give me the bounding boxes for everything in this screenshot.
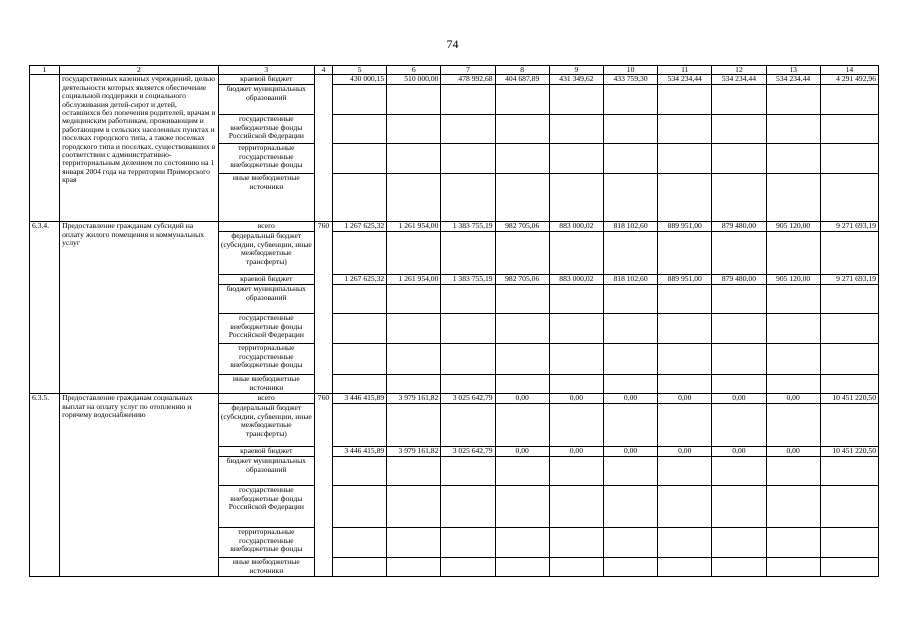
amount-cell: 478 992,68 (441, 75, 495, 85)
amount-cell (333, 404, 387, 447)
amount-cell (820, 457, 878, 486)
amount-cell (820, 375, 878, 394)
table-row (30, 394, 879, 404)
amount-cell (658, 528, 712, 558)
amount-cell: 0,00 (712, 447, 766, 457)
amount-cell (333, 144, 387, 174)
funding-source: федеральный бюджет (субсидии, субвенции, иные межбюджетные трансферты) (218, 232, 314, 275)
funding-source: бюджет муниципальных образований (218, 457, 314, 486)
amount-cell (441, 174, 495, 222)
amount-cell (441, 285, 495, 314)
amount-cell (549, 558, 603, 577)
amount-cell (549, 144, 603, 174)
amount-cell (820, 344, 878, 375)
amount-cell (712, 486, 766, 528)
amount-cell (766, 115, 820, 144)
amount-cell: 905 120,00 (766, 222, 820, 232)
item-number: 6.3.5. (30, 394, 60, 577)
amount-cell (387, 314, 441, 344)
amount-cell (658, 232, 712, 275)
amount-cell (766, 314, 820, 344)
amount-cell: 0,00 (603, 394, 657, 404)
amount-cell (766, 174, 820, 222)
amount-cell: 879 480,00 (712, 275, 766, 285)
amount-cell (658, 85, 712, 115)
amount-cell (712, 285, 766, 314)
amount-cell: 0,00 (495, 394, 549, 404)
amount-cell: 3 025 642,79 (441, 394, 495, 404)
amount-cell (658, 404, 712, 447)
amount-cell (712, 85, 766, 115)
amount-cell (495, 375, 549, 394)
amount-cell (495, 314, 549, 344)
funding-source: территориальные государственные внебюджетные фонды (218, 344, 314, 375)
amount-cell (333, 314, 387, 344)
amount-cell (603, 174, 657, 222)
amount-cell (712, 558, 766, 577)
funding-source: бюджет муниципальных образований (218, 85, 314, 115)
amount-cell (441, 115, 495, 144)
amount-cell (603, 457, 657, 486)
amount-cell: 9 271 693,19 (820, 222, 878, 232)
amount-cell (820, 314, 878, 344)
column-number: 1 (30, 66, 60, 75)
amount-cell (549, 486, 603, 528)
amount-cell (766, 404, 820, 447)
amount-cell (766, 486, 820, 528)
column-number-row (30, 66, 879, 75)
amount-cell (766, 528, 820, 558)
table-row (30, 75, 879, 85)
amount-cell (712, 144, 766, 174)
amount-cell: 10 451 220,50 (820, 394, 878, 404)
amount-cell (712, 457, 766, 486)
amount-cell: 430 000,15 (333, 75, 387, 85)
column-number: 10 (603, 66, 657, 75)
amount-cell (441, 486, 495, 528)
amount-cell (712, 232, 766, 275)
amount-cell: 0,00 (603, 447, 657, 457)
amount-cell (333, 457, 387, 486)
amount-cell (820, 85, 878, 115)
amount-cell (712, 375, 766, 394)
amount-cell: 982 705,06 (495, 275, 549, 285)
amount-cell (333, 375, 387, 394)
amount-cell: 889 951,00 (658, 275, 712, 285)
budget-table (29, 65, 879, 577)
column-number: 14 (820, 66, 878, 75)
column-number: 5 (333, 66, 387, 75)
funding-source: краевой бюджет (218, 75, 314, 85)
amount-cell (495, 344, 549, 375)
admin-code: 760 (314, 222, 332, 394)
amount-cell: 1 267 625,32 (333, 275, 387, 285)
table-body (30, 66, 879, 577)
amount-cell (387, 232, 441, 275)
amount-cell: 431 349,62 (549, 75, 603, 85)
amount-cell: 10 451 220,50 (820, 447, 878, 457)
funding-source: всего (218, 394, 314, 404)
amount-cell (387, 486, 441, 528)
amount-cell (495, 285, 549, 314)
amount-cell (658, 457, 712, 486)
amount-cell (766, 457, 820, 486)
amount-cell (387, 344, 441, 375)
amount-cell (820, 174, 878, 222)
amount-cell (441, 344, 495, 375)
amount-cell (333, 85, 387, 115)
amount-cell (603, 558, 657, 577)
amount-cell (441, 558, 495, 577)
amount-cell (495, 144, 549, 174)
funding-source: краевой бюджет (218, 275, 314, 285)
amount-cell (820, 528, 878, 558)
amount-cell (712, 314, 766, 344)
amount-cell: 0,00 (658, 394, 712, 404)
item-name: Предоставление гражданам социальных выплат на оплату услуг по отоплению и горячему водоснабжению (60, 394, 219, 577)
amount-cell (441, 528, 495, 558)
amount-cell (820, 404, 878, 447)
amount-cell (441, 457, 495, 486)
amount-cell (658, 285, 712, 314)
item-number (30, 75, 60, 222)
column-number: 8 (495, 66, 549, 75)
amount-cell: 0,00 (658, 447, 712, 457)
amount-cell (387, 144, 441, 174)
amount-cell: 883 000,02 (549, 275, 603, 285)
amount-cell (495, 232, 549, 275)
amount-cell (658, 314, 712, 344)
amount-cell (333, 174, 387, 222)
amount-cell (712, 115, 766, 144)
amount-cell (333, 558, 387, 577)
amount-cell (333, 344, 387, 375)
amount-cell (549, 457, 603, 486)
amount-cell (387, 528, 441, 558)
amount-cell (387, 174, 441, 222)
amount-cell (387, 115, 441, 144)
amount-cell: 0,00 (549, 447, 603, 457)
amount-cell (495, 528, 549, 558)
amount-cell (766, 285, 820, 314)
item-name: государственных казенных учреждений, целью деятельности которых является обеспечение социальной поддержки и социального обслуживания детей-сирот и детей, оставшихся без попечения родителей, врачам и медицинским работникам, проживающим и работающим в сельских населенных пунктах и поселках городского типа, а также поселках городского типа и поселках, существовавших в соответствии с административно-территориальным делением по состоянию на 1 января 2004 года на территории Приморского края (60, 75, 219, 222)
amount-cell: 818 102,60 (603, 275, 657, 285)
funding-source: всего (218, 222, 314, 232)
amount-cell (603, 115, 657, 144)
amount-cell (658, 344, 712, 375)
amount-cell: 4 291 492,96 (820, 75, 878, 85)
amount-cell: 9 271 693,19 (820, 275, 878, 285)
amount-cell (712, 404, 766, 447)
column-number: 3 (218, 66, 314, 75)
column-number: 13 (766, 66, 820, 75)
amount-cell (712, 528, 766, 558)
funding-source: федеральный бюджет (субсидии, субвенции, иные межбюджетные трансферты) (218, 404, 314, 447)
amount-cell: 510 000,00 (387, 75, 441, 85)
amount-cell: 905 120,00 (766, 275, 820, 285)
amount-cell: 0,00 (712, 394, 766, 404)
funding-source: краевой бюджет (218, 447, 314, 457)
amount-cell: 3 446 415,89 (333, 394, 387, 404)
amount-cell: 879 480,00 (712, 222, 766, 232)
amount-cell (495, 174, 549, 222)
amount-cell: 982 705,06 (495, 222, 549, 232)
amount-cell (333, 115, 387, 144)
amount-cell (766, 558, 820, 577)
amount-cell (549, 375, 603, 394)
amount-cell: 1 261 954,00 (387, 222, 441, 232)
amount-cell: 534 234,44 (766, 75, 820, 85)
amount-cell (766, 144, 820, 174)
amount-cell (820, 486, 878, 528)
amount-cell (658, 375, 712, 394)
amount-cell: 534 234,44 (712, 75, 766, 85)
amount-cell (549, 285, 603, 314)
amount-cell (333, 232, 387, 275)
funding-source: иные внебюджетные источники (218, 558, 314, 577)
amount-cell (549, 404, 603, 447)
amount-cell (658, 558, 712, 577)
column-number: 6 (387, 66, 441, 75)
amount-cell (441, 85, 495, 115)
amount-cell (495, 115, 549, 144)
amount-cell (441, 232, 495, 275)
column-number: 7 (441, 66, 495, 75)
amount-cell (766, 344, 820, 375)
amount-cell: 3 979 161,82 (387, 447, 441, 457)
amount-cell: 534 234,44 (658, 75, 712, 85)
amount-cell (603, 85, 657, 115)
amount-cell (549, 344, 603, 375)
amount-cell (333, 528, 387, 558)
item-number: 6.3.4. (30, 222, 60, 394)
page-number: 74 (446, 37, 459, 51)
amount-cell (658, 115, 712, 144)
amount-cell (387, 457, 441, 486)
amount-cell: 818 102,60 (603, 222, 657, 232)
amount-cell (495, 558, 549, 577)
amount-cell (333, 285, 387, 314)
amount-cell (387, 285, 441, 314)
column-number: 4 (314, 66, 332, 75)
amount-cell (549, 174, 603, 222)
amount-cell: 3 446 415,89 (333, 447, 387, 457)
amount-cell (441, 375, 495, 394)
amount-cell: 1 383 755,19 (441, 222, 495, 232)
amount-cell (658, 486, 712, 528)
amount-cell (387, 375, 441, 394)
column-number: 11 (658, 66, 712, 75)
amount-cell (387, 85, 441, 115)
amount-cell (658, 174, 712, 222)
admin-code: 760 (314, 394, 332, 577)
amount-cell (549, 528, 603, 558)
amount-cell: 0,00 (766, 394, 820, 404)
amount-cell (766, 232, 820, 275)
amount-cell (387, 404, 441, 447)
funding-source: государственные внебюджетные фонды Российской Федерации (218, 486, 314, 528)
amount-cell (712, 344, 766, 375)
amount-cell (549, 85, 603, 115)
amount-cell (603, 344, 657, 375)
amount-cell (495, 486, 549, 528)
amount-cell (603, 232, 657, 275)
amount-cell (712, 174, 766, 222)
amount-cell (441, 314, 495, 344)
funding-source: бюджет муниципальных образований (218, 285, 314, 314)
amount-cell: 433 759,30 (603, 75, 657, 85)
amount-cell (658, 144, 712, 174)
amount-cell (549, 314, 603, 344)
amount-cell: 0,00 (549, 394, 603, 404)
table-row (30, 222, 879, 232)
amount-cell (549, 115, 603, 144)
amount-cell (603, 314, 657, 344)
amount-cell (603, 375, 657, 394)
amount-cell (441, 144, 495, 174)
amount-cell: 1 383 755,19 (441, 275, 495, 285)
amount-cell: 3 979 161,82 (387, 394, 441, 404)
funding-source: государственные внебюджетные фонды Российской Федерации (218, 314, 314, 344)
funding-source: территориальные государственные внебюджетные фонды (218, 528, 314, 558)
amount-cell: 1 261 954,00 (387, 275, 441, 285)
funding-source: государственные внебюджетные фонды Российской Федерации (218, 115, 314, 144)
amount-cell (603, 486, 657, 528)
amount-cell (603, 404, 657, 447)
amount-cell (820, 558, 878, 577)
amount-cell (387, 558, 441, 577)
amount-cell (603, 285, 657, 314)
amount-cell (820, 115, 878, 144)
column-number: 2 (60, 66, 219, 75)
amount-cell: 3 025 642,79 (441, 447, 495, 457)
amount-cell (820, 144, 878, 174)
amount-cell (495, 404, 549, 447)
amount-cell (766, 85, 820, 115)
funding-source: иные внебюджетные источники (218, 174, 314, 222)
amount-cell: 883 000,02 (549, 222, 603, 232)
amount-cell (441, 404, 495, 447)
amount-cell: 404 687,89 (495, 75, 549, 85)
funding-source: иные внебюджетные источники (218, 375, 314, 394)
amount-cell (495, 457, 549, 486)
amount-cell: 0,00 (766, 447, 820, 457)
amount-cell (766, 375, 820, 394)
admin-code (314, 75, 332, 222)
amount-cell (820, 232, 878, 275)
amount-cell (820, 285, 878, 314)
item-name: Предоставление гражданам субсидий на оплату жилого помещения и коммунальных услуг (60, 222, 219, 394)
amount-cell: 889 951,00 (658, 222, 712, 232)
amount-cell (549, 232, 603, 275)
amount-cell (495, 85, 549, 115)
amount-cell (603, 144, 657, 174)
funding-source: территориальные государственные внебюджетные фонды (218, 144, 314, 174)
column-number: 12 (712, 66, 766, 75)
amount-cell (603, 528, 657, 558)
amount-cell: 1 267 625,32 (333, 222, 387, 232)
amount-cell (333, 486, 387, 528)
amount-cell: 0,00 (495, 447, 549, 457)
column-number: 9 (549, 66, 603, 75)
